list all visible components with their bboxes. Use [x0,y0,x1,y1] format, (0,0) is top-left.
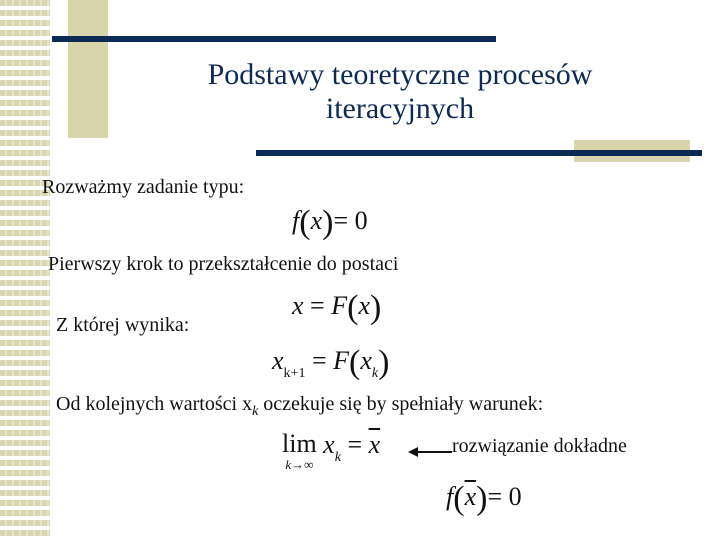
text4-sub: k [252,404,259,419]
equation-iteration: $x_{k+1} = F(x_k)$ [272,344,390,381]
eq2-F: F [331,291,348,320]
eq1-x: x [310,206,323,235]
eq5-xbar: $\overline{x}$ [464,482,477,511]
eq1-f: f [292,206,300,235]
eq5-f: f [446,482,454,511]
text4-pre: Od kolejnych wartości x [56,393,253,415]
arrow-left-icon [408,446,452,458]
equation-limit [282,430,380,472]
eq4-lim: lim [282,429,317,458]
title-line-1: Podstawy teoretyczne procesów [207,58,593,91]
eq4-sub: k [334,450,341,465]
eq3-F: F [333,346,350,375]
eq2-x: x [292,291,304,320]
eq4-lim-sub: k→∞ [285,457,314,472]
eq3-arg: x [360,346,372,375]
text-from-which: Z której wynika: [56,314,190,336]
eq1-rhs: = 0 [333,206,368,235]
decorative-bar-bottom [256,150,702,156]
text-successive-values [56,393,543,420]
eq2-eq: = [310,291,325,320]
text-exact-solution: rozwiązanie dokładne [452,435,627,457]
text-first-step: Pierwszy krok to przekształcenie do postaci [48,253,399,275]
equation-x-equals-Fx: x = F(x) [292,289,382,326]
eq3-eq: = [311,346,327,375]
eq3-arg-sub: k [371,366,379,381]
eq5-rhs: = 0 [487,482,522,511]
eq2-arg: x [358,291,370,320]
eq4-x: x [323,430,335,459]
decorative-bar-top [52,36,496,42]
eq4-xbar: $\overline{x}$ [368,430,381,459]
text-consider-problem: Rozważmy zadanie typu: [42,176,245,198]
equation-f-xbar-zero: $f(\overline{x})= 0$ [446,480,522,517]
text4-post: oczekuje się by spełniały warunek: [258,393,544,415]
slide-title [120,58,680,126]
eq4-eq: = [347,430,363,459]
decorative-stripes [0,0,50,540]
equation-f-x-zero: f(x)= 0 [292,204,368,241]
decorative-tan-block-top [68,0,108,138]
eq3-sub: k+1 [283,366,306,381]
title-line-2: iteracyjnych [325,92,475,125]
eq3-x: x [272,346,284,375]
